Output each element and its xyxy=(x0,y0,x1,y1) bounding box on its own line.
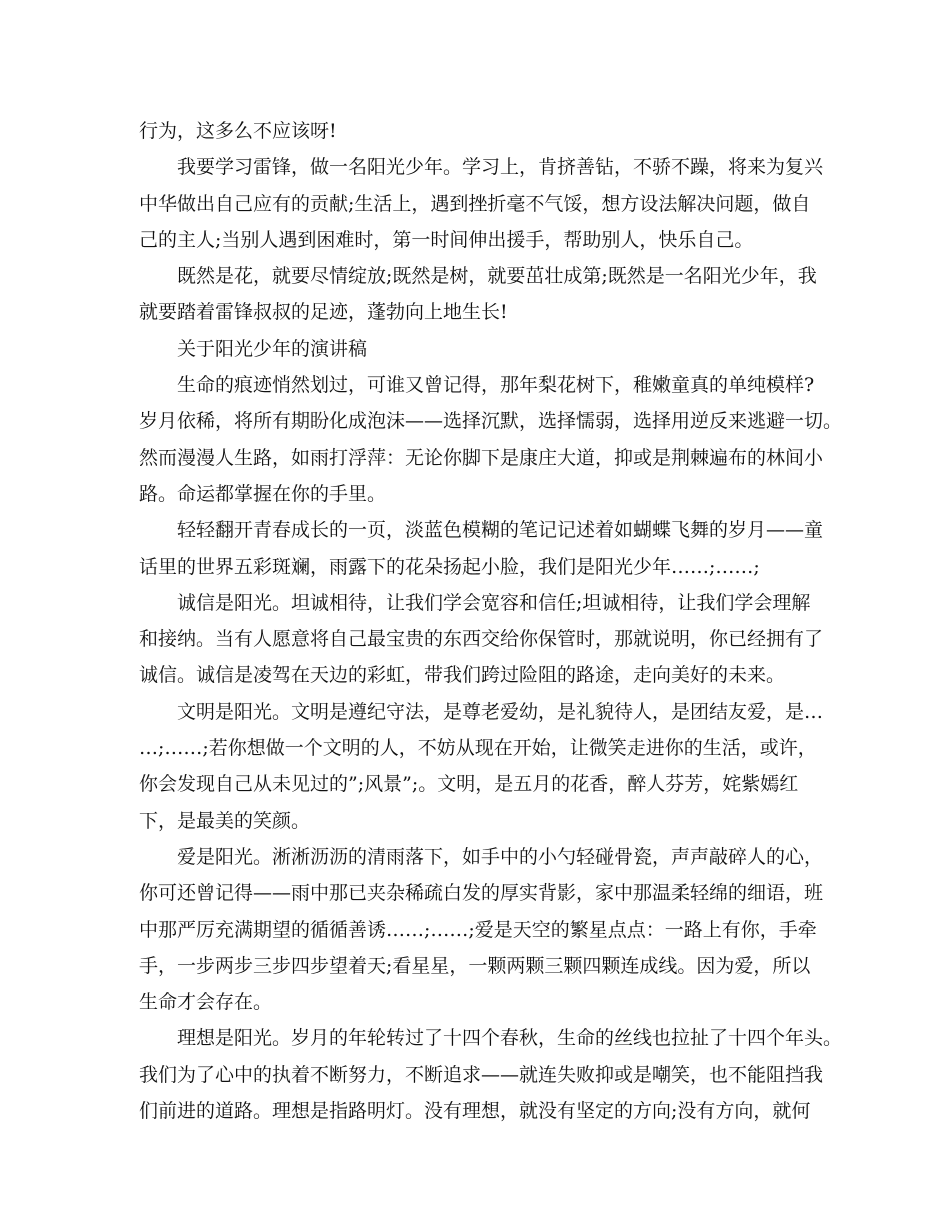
text-line: 行为，这多么不应该呀! xyxy=(139,120,337,142)
text-line: 路。命运都掌握在你的手里。 xyxy=(139,482,387,505)
text-line: 你可还曾记得——雨中那已夹杂稀疏白发的厚实背影，家中那温柔轻绵的细语，班 xyxy=(139,882,824,905)
text-line: 就要踏着雷锋叔叔的足迹，蓬勃向上地生长! xyxy=(139,301,508,324)
text-line: 岁月依稀，将所有期盼化成泡沫——选择沉默，选择懦弱，选择用逆反来逃避一切。 xyxy=(139,410,843,433)
paragraph-first-line: 既然是花，就要尽情绽放;既然是树，就要茁壮成第;既然是一名阳光少年，我 xyxy=(177,265,817,288)
text-line: 和接纳。当有人愿意将自己最宝贵的东西交给你保管时，那就说明，你已经拥有了 xyxy=(139,628,824,651)
text-line: 然而漫漫人生路，如雨打浮萍：无论你脚下是康庄大道，抑或是荆棘遍布的林间小 xyxy=(139,446,824,469)
text-line: 中那严厉充满期望的循循善诱……;……;爱是天空的繁星点点：一路上有你，手牵 xyxy=(139,918,817,941)
paragraph-first-line: 轻轻翻开青春成长的一页，淡蓝色模糊的笔记记述着如蝴蝶飞舞的岁月——童 xyxy=(177,519,824,542)
paragraph-first-line: 我要学习雷锋，做一名阳光少年。学习上，肯挤善钻，不骄不躁，将来为复兴 xyxy=(177,156,824,179)
text-line: 我们为了心中的执着不断努力，不断追求——就连失败抑或是嘲笑，也不能阻挡我 xyxy=(139,1063,824,1086)
paragraph-first-line: 理想是阳光。岁月的年轮转过了十四个春秋，生命的丝线也拉扯了十四个年头。 xyxy=(177,1027,843,1050)
text-line: 诚信。诚信是凌驾在天边的彩虹，带我们跨过险阻的路途，走向美好的未来。 xyxy=(139,664,786,687)
paragraph-first-line: 爱是阳光。淅淅沥沥的清雨落下，如手中的小勺轻碰骨瓷，声声敲碎人的心， xyxy=(177,845,824,868)
paragraph-first-line: 文明是阳光。文明是遵纪守法，是尊老爱幼，是礼貌待人，是团结友爱，是… xyxy=(177,700,824,723)
text-line: 己的主人;当别人遇到困难时，第一时间伸出援手，帮助别人，快乐自己。 xyxy=(139,228,754,251)
text-line: 话里的世界五彩斑斓，雨露下的花朵扬起小脸，我们是阳光少年……;……; xyxy=(139,555,760,578)
paragraph-first-line: 生命的痕迹悄然划过，可谁又曾记得，那年梨花树下，稚嫩童真的单纯模样? xyxy=(177,374,815,397)
text-line: 中华做出自己应有的贡献;生活上，遇到挫折毫不气馁，想方设法解决问题，做自 xyxy=(139,192,811,215)
document-body xyxy=(139,113,843,1129)
text-line: 们前进的道路。理想是指路明灯。没有理想，就没有坚定的方向;没有方向，就何 xyxy=(139,1100,811,1123)
text-line: 下，是最美的笑颜。 xyxy=(139,809,311,832)
text-line: 生命才会存在。 xyxy=(139,991,273,1014)
text-line: 你会发现自己从未见过的”;风景”;。文明，是五月的花香，醉人芬芳，姹紫嫣红 xyxy=(139,773,799,796)
text-line: 手，一步两步三步四步望着天;看星星，一颗两颗三颗四颗连成线。因为爱，所以 xyxy=(139,954,811,977)
paragraph-first-line: 关于阳光少年的演讲稿 xyxy=(177,337,368,360)
paragraph-first-line: 诚信是阳光。坦诚相待，让我们学会宽容和信任;坦诚相待，让我们学会理解 xyxy=(177,591,811,614)
text-line: …;……;若你想做一个文明的人，不妨从现在开始，让微笑走进你的生活，或许， xyxy=(139,737,817,760)
